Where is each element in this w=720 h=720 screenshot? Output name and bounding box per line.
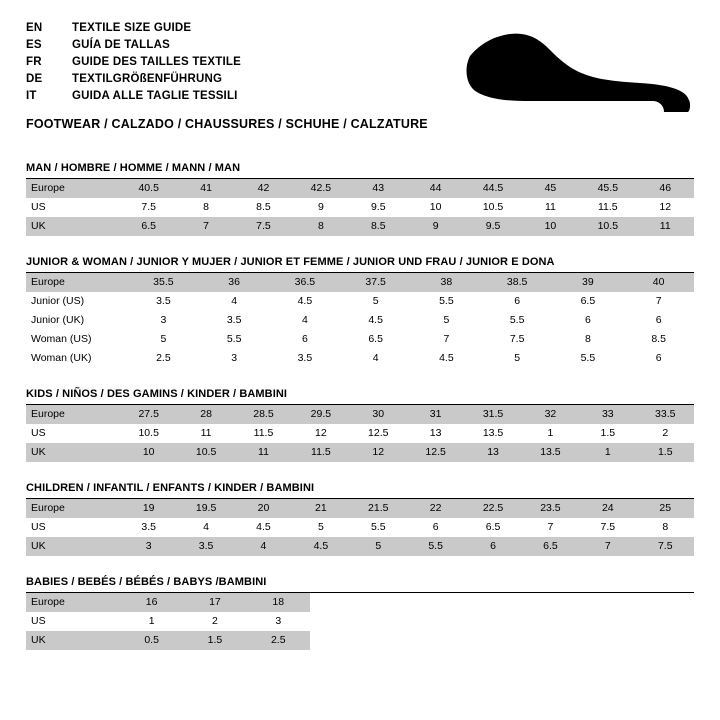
size-cell: 44	[407, 179, 464, 198]
row-label: US	[31, 615, 46, 627]
size-cell: 12.5	[407, 443, 464, 462]
size-cell: 8	[203, 201, 209, 213]
size-cell: 7	[177, 217, 234, 236]
size-cell: 12	[659, 201, 672, 213]
size-cell: 11	[200, 427, 212, 439]
table-row	[26, 179, 694, 198]
size-cell: 2.5	[247, 631, 310, 650]
size-cell: 33	[579, 405, 636, 424]
size-cell: 11	[235, 443, 292, 462]
row-label: UK	[26, 631, 120, 650]
language-title-list	[26, 22, 241, 107]
section-junior-woman	[26, 256, 694, 368]
row-label: US	[31, 427, 46, 439]
size-cell: 16	[120, 593, 183, 612]
size-cell: 10	[429, 201, 442, 213]
size-cell: 7	[443, 333, 450, 345]
size-table-man	[26, 179, 694, 236]
size-cell: 5.5	[407, 537, 464, 556]
size-cell: 39	[553, 273, 624, 292]
section-title: MAN / HOMBRE / HOMME / MANN / MAN	[26, 162, 694, 179]
size-cell: 11.5	[292, 443, 349, 462]
size-cell: 4.5	[297, 295, 313, 307]
header	[26, 22, 694, 142]
size-cell: 7	[547, 521, 554, 533]
size-cell: 6	[584, 314, 591, 326]
size-cell: 10	[522, 217, 579, 236]
section-babies	[26, 576, 694, 650]
table-row	[26, 612, 310, 631]
size-cell: 5	[317, 521, 324, 533]
row-label: UK	[26, 217, 120, 236]
size-cell: 6	[464, 537, 521, 556]
size-cell: 1.5	[637, 443, 694, 462]
table-row	[26, 631, 310, 650]
size-cell: 6	[655, 314, 662, 326]
size-cell: 6	[301, 333, 308, 345]
size-cell: 7.5	[600, 521, 616, 533]
size-cell: 19.5	[177, 499, 234, 518]
size-cell: 11.5	[253, 427, 274, 439]
size-cell: 12.5	[368, 427, 389, 439]
size-cell: 2.5	[156, 352, 171, 364]
language-row	[26, 90, 241, 107]
table-row	[26, 405, 694, 424]
size-cell: 3.5	[141, 521, 156, 533]
size-cell: 3.5	[177, 537, 234, 556]
size-cell: 3.5	[297, 352, 313, 364]
size-cell: 44.5	[464, 179, 521, 198]
size-cell: 22	[407, 499, 464, 518]
size-cell: 5	[514, 352, 521, 364]
table-row	[26, 443, 694, 462]
size-cell: 6	[432, 521, 439, 533]
size-cell: 27.5	[120, 405, 177, 424]
size-cell: 7.5	[141, 201, 156, 213]
size-cell: 5.5	[580, 352, 596, 364]
size-cell: 23.5	[522, 499, 579, 518]
size-cell: 40	[623, 273, 694, 292]
table-row	[26, 217, 694, 236]
size-cell: 6	[655, 352, 662, 364]
size-cell: 4	[301, 314, 308, 326]
table-row	[26, 537, 694, 556]
size-cell: 21.5	[350, 499, 407, 518]
size-cell: 3	[231, 352, 238, 364]
language-code: EN	[26, 22, 43, 34]
language-code: FR	[26, 56, 42, 68]
size-cell: 3.5	[226, 314, 242, 326]
size-cell: 20	[235, 499, 292, 518]
language-title: TEXTILE SIZE GUIDE	[72, 22, 192, 34]
table-row	[26, 499, 694, 518]
language-code: IT	[26, 90, 37, 102]
size-cell: 18	[247, 593, 310, 612]
size-cell: 10	[120, 443, 177, 462]
size-cell: 8	[662, 521, 669, 533]
size-cell: 1	[547, 427, 554, 439]
size-cell: 35.5	[128, 273, 199, 292]
size-cell: 6.5	[580, 295, 596, 307]
size-cell: 6.5	[368, 333, 383, 345]
size-cell: 9.5	[370, 201, 386, 213]
row-label: Europe	[26, 179, 120, 198]
size-cell: 3	[120, 537, 177, 556]
row-label: Europe	[26, 405, 120, 424]
size-cell: 36.5	[270, 273, 341, 292]
language-title: GUIDA ALLE TAGLIE TESSILI	[72, 90, 238, 102]
size-cell: 10.5	[482, 201, 504, 213]
size-cell: 6.5	[485, 521, 501, 533]
size-cell: 28	[177, 405, 234, 424]
size-cell: 5	[160, 333, 167, 345]
size-cell: 5	[350, 537, 407, 556]
language-code: DE	[26, 73, 43, 85]
size-cell: 43	[350, 179, 407, 198]
size-cell: 19	[120, 499, 177, 518]
size-cell: 5.5	[226, 333, 242, 345]
size-cell: 7.5	[235, 217, 292, 236]
language-title: GUIDE DES TAILLES TEXTILE	[72, 56, 241, 68]
size-cell: 13	[429, 427, 442, 439]
language-title: TEXTILGRÖßENFÜHRUNG	[72, 73, 223, 85]
size-cell: 11.5	[597, 201, 618, 213]
size-cell: 1.5	[183, 631, 246, 650]
size-cell: 32	[522, 405, 579, 424]
language-row	[26, 73, 241, 90]
size-cell: 13.5	[482, 427, 504, 439]
size-cell: 42.5	[292, 179, 349, 198]
table-row	[26, 593, 310, 612]
language-row	[26, 56, 241, 73]
size-cell: 12	[315, 427, 327, 439]
size-cell: 9	[317, 201, 324, 213]
size-cell: 7.5	[509, 333, 525, 345]
size-cell: 9	[407, 217, 464, 236]
size-cell: 41	[177, 179, 234, 198]
size-cell: 4	[203, 521, 209, 533]
row-label: US	[31, 521, 46, 533]
size-cell: 30	[350, 405, 407, 424]
size-cell: 2	[212, 615, 218, 627]
size-cell: 4.5	[439, 352, 454, 364]
section-title: JUNIOR & WOMAN / JUNIOR Y MUJER / JUNIOR ET FEMME / JUNIOR UND FRAU / JUNIOR E DONA	[26, 256, 694, 273]
size-cell: 3.5	[156, 295, 171, 307]
size-cell: 9.5	[464, 217, 521, 236]
table-row	[26, 424, 694, 443]
size-cell: 45.5	[579, 179, 636, 198]
size-cell: 37.5	[340, 273, 411, 292]
size-cell: 4	[372, 352, 379, 364]
section-title: BABIES / BEBÉS / BÉBÉS / BABYS /BAMBINI	[26, 576, 694, 593]
row-label: Woman (US)	[31, 333, 92, 345]
size-cell: 5.5	[439, 295, 454, 307]
size-cell: 4.5	[256, 521, 271, 533]
size-cell: 33.5	[637, 405, 694, 424]
size-cell: 45	[522, 179, 579, 198]
size-cell: 38	[411, 273, 482, 292]
size-cell: 3	[275, 615, 282, 627]
size-table-babies	[26, 593, 310, 650]
size-cell: 31.5	[464, 405, 521, 424]
size-cell: 2	[662, 427, 669, 439]
size-cell: 6.5	[522, 537, 579, 556]
dress-shoe-icon	[464, 26, 694, 118]
section-title: CHILDREN / INFANTIL / ENFANTS / KINDER / BAMBINI	[26, 482, 694, 499]
row-label: Europe	[26, 273, 128, 292]
size-cell: 7	[579, 537, 636, 556]
size-cell: 11	[544, 201, 556, 213]
language-row	[26, 22, 241, 39]
size-cell: 25	[637, 499, 694, 518]
size-cell: 4	[235, 537, 292, 556]
category-line: FOOTWEAR / CALZADO / CHAUSSURES / SCHUHE / CALZATURE	[26, 117, 428, 131]
size-cell: 8.5	[256, 201, 271, 213]
size-cell: 4	[231, 295, 238, 307]
section-title: KIDS / NIÑOS / DES GAMINS / KINDER / BAMBINI	[26, 388, 694, 405]
size-cell: 21	[292, 499, 349, 518]
size-cell: 31	[407, 405, 464, 424]
size-cell: 17	[183, 593, 246, 612]
size-cell: 8	[584, 333, 591, 345]
row-label: US	[31, 201, 46, 213]
table-row	[26, 349, 694, 368]
size-cell: 24	[579, 499, 636, 518]
size-cell: 4.5	[292, 537, 349, 556]
size-cell: 42	[235, 179, 292, 198]
size-cell: 7	[655, 295, 662, 307]
size-cell: 46	[637, 179, 694, 198]
table-row	[26, 273, 694, 292]
size-cell: 5	[443, 314, 450, 326]
size-cell: 10.5	[579, 217, 636, 236]
size-cell: 38.5	[482, 273, 553, 292]
size-cell: 1	[579, 443, 636, 462]
size-cell: 1	[148, 615, 155, 627]
size-cell: 1.5	[600, 427, 616, 439]
size-cell: 22.5	[464, 499, 521, 518]
size-cell: 8	[292, 217, 349, 236]
size-cell: 0.5	[120, 631, 183, 650]
row-label: Europe	[26, 499, 120, 518]
size-cell: 13	[464, 443, 521, 462]
table-row	[26, 292, 694, 311]
size-cell: 4.5	[368, 314, 383, 326]
size-cell: 13.5	[522, 443, 579, 462]
size-cell: 11	[637, 217, 694, 236]
row-label: Junior (US)	[31, 295, 85, 307]
language-title: GUÍA DE TALLAS	[72, 39, 170, 51]
table-row	[26, 198, 694, 217]
row-label: UK	[26, 537, 120, 556]
table-row	[26, 330, 694, 349]
size-cell: 10.5	[138, 427, 159, 439]
size-cell: 3	[160, 314, 167, 326]
size-cell: 5.5	[509, 314, 525, 326]
row-label: Woman (UK)	[31, 352, 92, 364]
size-cell: 36	[199, 273, 270, 292]
row-label: Europe	[26, 593, 120, 612]
section-kids	[26, 388, 694, 462]
row-label: UK	[26, 443, 120, 462]
size-cell: 40.5	[120, 179, 177, 198]
size-cell: 12	[350, 443, 407, 462]
size-table-children	[26, 499, 694, 556]
size-cell: 28.5	[235, 405, 292, 424]
size-cell: 6.5	[120, 217, 177, 236]
row-label: Junior (UK)	[31, 314, 85, 326]
size-table-junior-woman	[26, 273, 694, 368]
section-children	[26, 482, 694, 556]
section-man	[26, 162, 694, 236]
language-code: ES	[26, 39, 42, 51]
size-cell: 5	[372, 295, 379, 307]
size-cell: 8.5	[651, 333, 666, 345]
size-cell: 8.5	[350, 217, 407, 236]
size-cell: 29.5	[292, 405, 349, 424]
table-row	[26, 311, 694, 330]
size-cell: 10.5	[177, 443, 234, 462]
size-cell: 7.5	[637, 537, 694, 556]
size-cell: 6	[514, 295, 521, 307]
language-row	[26, 39, 241, 56]
table-row	[26, 518, 694, 537]
size-table-kids	[26, 405, 694, 462]
size-cell: 5.5	[370, 521, 386, 533]
